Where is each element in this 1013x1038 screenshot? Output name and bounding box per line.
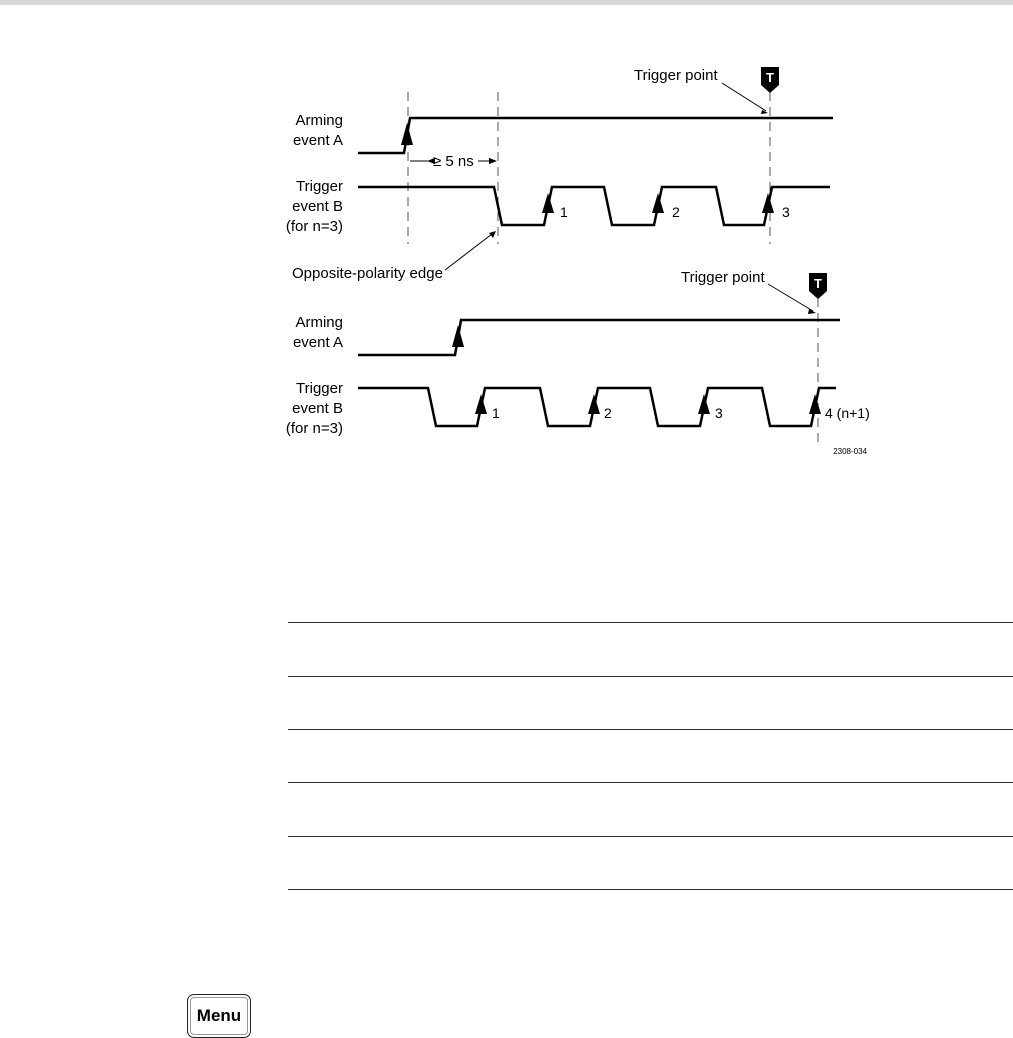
trigger-point-pointer-head-2 (808, 309, 816, 314)
arming-label-2-line2: event A (292, 334, 343, 351)
table-rule (288, 889, 1013, 890)
opposite-polarity-pointer-head (489, 231, 496, 238)
trigger-point-label-2: Trigger point (681, 269, 765, 286)
trigger-label-line2: event B (292, 198, 343, 215)
pulse-number-1: 1 (560, 204, 568, 220)
pulse-1-arrow-icon (542, 193, 554, 213)
bottom-diagram (286, 269, 870, 456)
arming-label-2-line1: Arming (295, 314, 343, 331)
arming-edge-arrow-icon-2 (452, 325, 464, 347)
pulse-number-2-2: 2 (604, 405, 612, 421)
sequence-trigger-timing-diagram (0, 0, 1013, 480)
pulse-3-arrow-icon (762, 193, 774, 213)
pulse-number-2-1: 1 (492, 405, 500, 421)
figure-id: 2308-034 (833, 447, 867, 456)
trigger-waveform (358, 187, 830, 225)
trigger-point-pointer (722, 83, 766, 111)
arming-waveform-2 (358, 320, 840, 355)
pulse-number-2-3: 3 (715, 405, 723, 421)
trigger-label-line1: Trigger (296, 178, 343, 195)
opposite-polarity-label: Opposite-polarity edge (292, 265, 443, 282)
trigger-label-2-line3: (for n=3) (285, 420, 343, 437)
pulse-4-arrow-icon-2 (809, 394, 821, 414)
arming-edge-arrow-icon (401, 123, 413, 145)
pulse-2-arrow-icon-2 (588, 394, 600, 414)
opposite-polarity-pointer (445, 234, 492, 270)
trigger-point-label: Trigger point (634, 67, 718, 84)
trigger-label-2-line2: event B (292, 400, 343, 417)
top-diagram (286, 67, 833, 282)
table-rule (288, 729, 1013, 730)
arming-waveform (358, 118, 833, 153)
table-rule (288, 782, 1013, 783)
pulse-number-3: 3 (782, 204, 790, 220)
pulse-2-arrow-icon (652, 193, 664, 213)
delay-label: ≥ 5 ns (433, 153, 474, 170)
arming-label-line2: event A (292, 132, 343, 149)
pulse-1-arrow-icon-2 (475, 394, 487, 414)
arming-label-line1: Arming (295, 112, 343, 129)
trigger-point-pointer-2 (768, 284, 813, 311)
table-rule (288, 622, 1013, 623)
pulse-3-arrow-icon-2 (698, 394, 710, 414)
t-marker-icon (761, 67, 779, 93)
menu-button[interactable]: Menu (187, 994, 251, 1038)
pulse-number-2: 2 (672, 204, 680, 220)
table-rule (288, 676, 1013, 677)
table-rule (288, 836, 1013, 837)
t-marker-icon-2 (809, 273, 827, 299)
svg-text:T: T (766, 70, 774, 85)
trigger-label-2-line1: Trigger (296, 380, 343, 397)
svg-text:T: T (814, 276, 822, 291)
trigger-label-line3: (for n=3) (285, 218, 343, 235)
pulse-number-2-4: 4 (n+1) (825, 405, 870, 421)
